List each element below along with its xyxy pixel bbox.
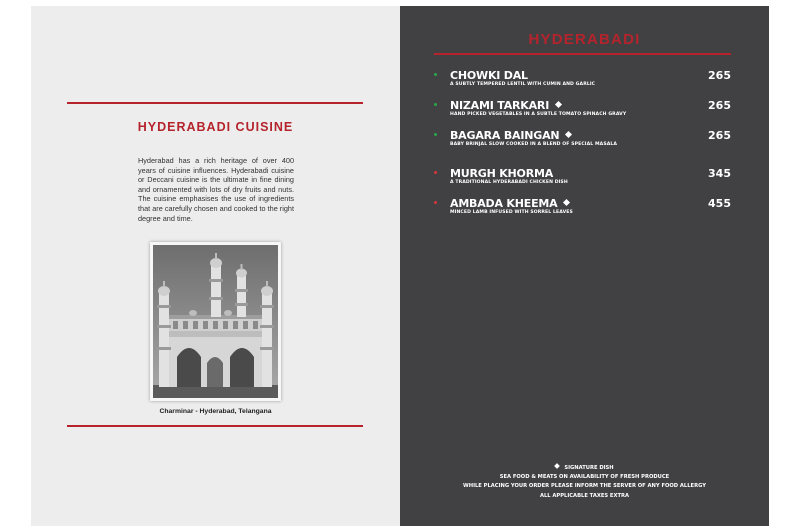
menu-item xyxy=(400,167,769,191)
menu-item-price: 345 xyxy=(708,167,731,180)
footnote-line-3: ALL APPLICABLE TAXES EXTRA xyxy=(539,492,630,499)
menu-item xyxy=(400,99,769,123)
menu-item xyxy=(400,69,769,93)
menu-item-description: A TRADITIONAL HYDERABADI CHICKEN DISH xyxy=(450,180,568,185)
menu-item-description: BABY BRINJAL SLOW COOKED IN A BLEND OF SPECIAL MASALA xyxy=(450,142,618,147)
signature-diamond-icon xyxy=(565,131,572,138)
menu-section-title: HYDERABADI xyxy=(528,31,641,48)
menu-item-description: A SUBTLY TEMPERED LENTIL WITH CUMIN AND GARLIC xyxy=(450,82,596,87)
menu-item-name-text: MURGH KHORMA xyxy=(450,167,554,180)
top-divider xyxy=(67,102,363,104)
menu-item xyxy=(400,197,769,221)
cuisine-title: HYDERABADI CUISINE xyxy=(137,120,294,134)
menu-item-name-text: CHOWKI DAL xyxy=(450,69,528,82)
menu-item-name xyxy=(450,129,571,142)
menu-item-price: 265 xyxy=(708,129,731,142)
menu-item-price: 455 xyxy=(708,197,731,210)
menu-item-name-text: AMBADA KHEEMA xyxy=(450,197,558,210)
nonveg-bullet-icon xyxy=(434,171,437,174)
cuisine-intro: Hyderabad has a rich heritage of over 400 years of cuisine influences. Hyderabadi cuisine or Deccani cuisine is the ultimate in fine dining and ornamented with lots of dry fruits and nuts. The cuisine emphasises the use of ingredients that are carefully chosen and cooked to the right degree and time. xyxy=(138,156,294,223)
menu-item-name xyxy=(450,99,561,112)
signature-diamond-icon xyxy=(563,199,570,206)
menu-item-name xyxy=(450,69,528,82)
menu-title-divider xyxy=(434,53,731,55)
menu-item-name-text: BAGARA BAINGAN xyxy=(450,129,560,142)
nonveg-bullet-icon xyxy=(434,201,437,204)
menu-item xyxy=(400,129,769,153)
menu-item-name-text: NIZAMI TARKARI xyxy=(450,99,550,112)
veg-bullet-icon xyxy=(434,133,437,136)
photo-caption: Charminar - Hyderabad, Telangana xyxy=(159,408,272,415)
charminar-image xyxy=(153,245,278,398)
menu-item-name xyxy=(450,167,553,180)
signature-diamond-icon xyxy=(555,463,561,469)
left-page xyxy=(31,6,400,526)
menu-item-description: HAND PICKED VEGETABLES IN A SUBTLE TOMATO SPINACH GRAVY xyxy=(450,112,627,117)
footnote-line-1: SEA FOOD & MEATS ON AVAILABILITY OF FRESH PRODUCE xyxy=(499,474,670,481)
signature-diamond-icon xyxy=(555,101,562,108)
menu-footnotes xyxy=(400,464,769,501)
right-page xyxy=(400,6,769,526)
veg-bullet-icon xyxy=(434,103,437,106)
signature-legend-label: SIGNATURE DISH xyxy=(564,465,614,471)
menu-item-name xyxy=(450,197,569,210)
bottom-divider xyxy=(67,425,363,427)
menu-item-price: 265 xyxy=(708,99,731,112)
menu-item-price: 265 xyxy=(708,69,731,82)
footnote-line-2: WHILE PLACING YOUR ORDER PLEASE INFORM THE SERVER OF ANY FOOD ALLERGY xyxy=(463,483,706,490)
charminar-photo xyxy=(150,242,281,401)
veg-bullet-icon xyxy=(434,73,437,76)
signature-legend xyxy=(400,464,769,473)
menu-item-description: MINCED LAMB INFUSED WITH SORREL LEAVES xyxy=(450,210,573,215)
